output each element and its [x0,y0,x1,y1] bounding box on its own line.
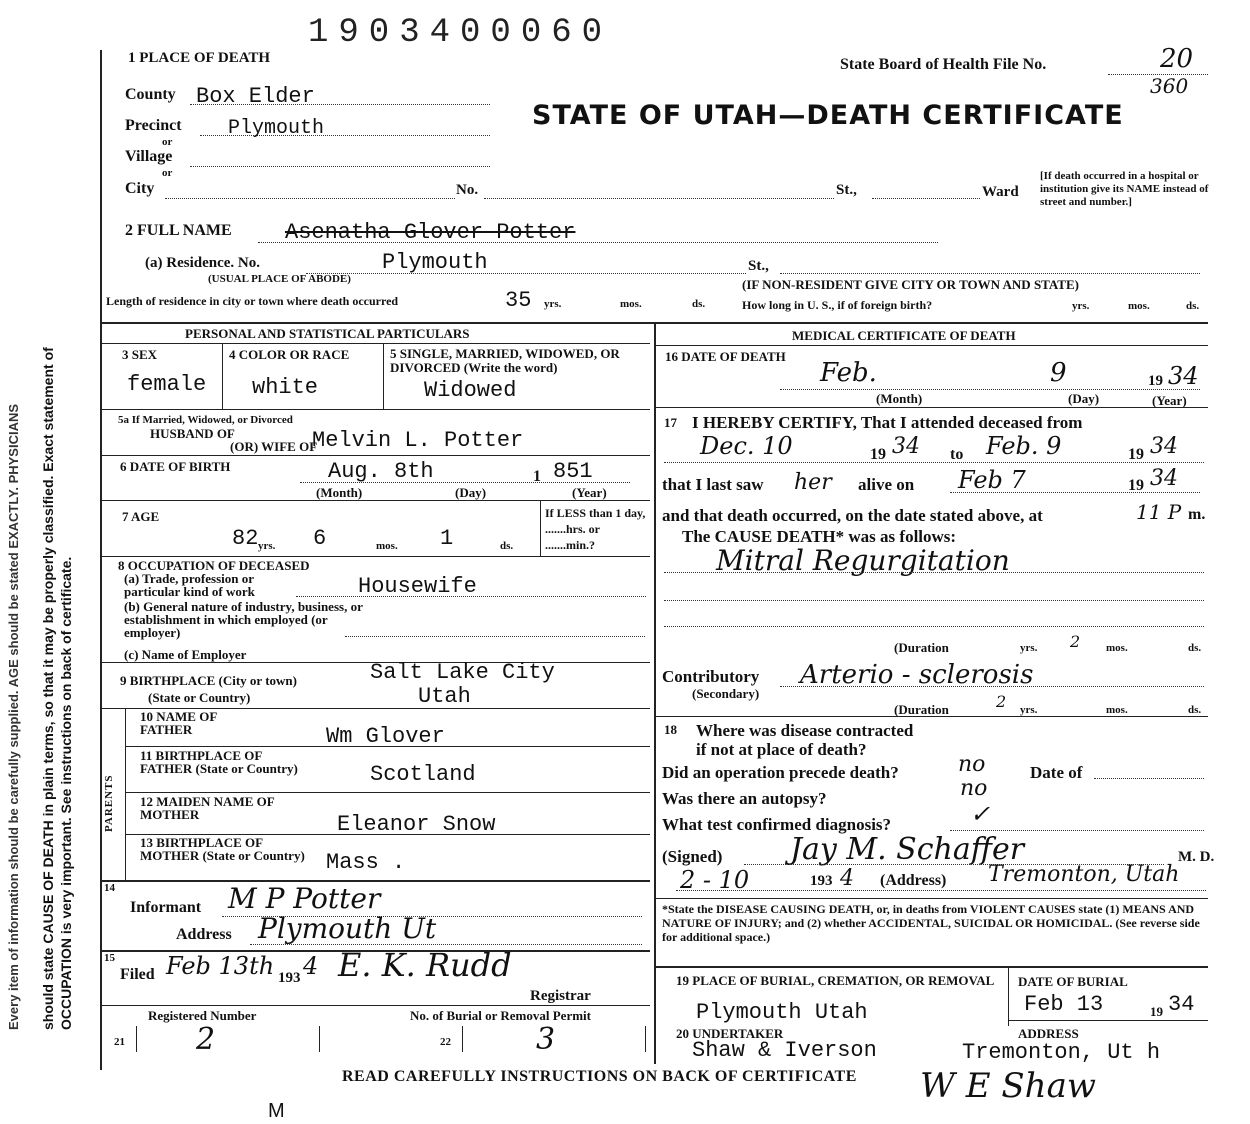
occurred-text: and that death occurred, on the date stated above, at [662,506,1043,525]
dob-year-caption: (Year) [572,485,607,500]
father-name-label: 10 NAME OF FATHER [140,709,217,737]
length-yrs: yrs. [544,298,562,310]
cause-of-death: Mitral Regurgitation [716,544,1010,577]
filed-date: Feb 13th [166,952,275,980]
filed-year: 4 [303,952,319,980]
duration2-mos: mos. [1106,704,1128,716]
test-label: What test confirmed diagnosis? [662,815,892,834]
spouse-label-1: 5a If Married, Widowed, or Divorced [118,414,293,426]
color-value: white [252,375,319,400]
burial-place-label: 19 PLACE OF BURIAL, CREMATION, OR REMOVAL [676,973,995,988]
dob-month-day: Aug. 8th [328,459,434,484]
ward-label: Ward [982,184,1019,200]
duration2-label: (Duration [894,702,949,717]
physician-address-label: (Address) [880,872,947,889]
age-label: 7 AGE [122,509,160,524]
burial-year: 34 [1168,992,1195,1017]
ward-note: [If death occurred in a hospital or institution give its NAME instead of street and number.] [1040,170,1209,208]
age-months: 6 [313,526,327,551]
sex-value: female [127,372,207,397]
file-no-label: State Board of Health File No. [840,56,1047,73]
test-answer: ✓ [970,800,991,828]
foreign-mos: mos. [1128,300,1150,312]
dob-year: 851 [553,459,593,484]
birthplace-label: 9 BIRTHPLACE (City or town) [120,673,297,688]
registrar-signature: E. K. Rudd [338,946,512,984]
village-label: Village [125,148,173,165]
death-year-prefix: 19 [1148,373,1163,389]
burial-date: Feb 13 [1024,992,1104,1017]
birthplace-state-label: (State or Country) [148,690,251,705]
undertaker-address-label: ADDRESS [1018,1026,1079,1041]
secondary-label: (Secondary) [692,686,760,701]
to-label: to [950,446,964,463]
death-year: 34 [1168,362,1199,390]
field-22: 22 [440,1036,451,1048]
age-yrs-caption: yrs. [258,540,276,552]
birthplace-city: Salt Lake City [370,660,555,685]
permit-number: 3 [536,1022,556,1057]
burial-date-label: DATE OF BURIAL [1018,974,1128,989]
q18-label: Where was disease contracted [696,721,914,740]
less-than-label: If LESS than 1 day, .......hrs. or .......min.? [545,506,646,552]
certify-text: I HEREBY CERTIFY, That I attended deceased from [692,413,1083,432]
death-time: 11 P [1136,500,1182,524]
sex-label: 3 SEX [122,347,158,362]
foreign-yrs: yrs. [1072,300,1090,312]
last-saw-pronoun: her [794,470,832,495]
contributory-cause: Arterio - sclerosis [800,660,1034,690]
length-of-residence-value: 35 [505,288,532,313]
informant-address: Plymouth Ut [258,912,437,945]
undertaker-address: Tremonton, Ut h [962,1040,1161,1065]
father-name: Wm Glover [326,724,445,749]
death-year-caption: (Year) [1152,393,1187,408]
length-of-residence-label: Length of residence in city or town where death occurred [106,294,399,308]
alive-on-label: alive on [858,475,915,494]
residence-st-label: St., [748,258,769,274]
from-year-prefix: 19 [870,446,886,463]
alive-year: 34 [1150,466,1178,491]
length-mos: mos. [620,298,642,310]
cause-label: The CAUSE DEATH* was as follows: [682,527,957,546]
usual-place-label: (USUAL PLACE OF ABODE) [208,273,351,285]
dob-label: 6 DATE OF BIRTH [120,459,231,474]
autopsy-label: Was there an autopsy? [662,789,827,808]
date-of-label: Date of [1030,763,1083,782]
occupation-a-label: (a) Trade, profession or particular kind of work [124,571,255,599]
autopsy-answer: no [960,776,988,801]
filed-number: 15 [104,952,115,964]
residence-value: Plymouth [382,250,488,275]
undertaker-signature: W E Shaw [920,1066,1096,1106]
undertaker-label: 20 UNDERTAKER [676,1026,784,1041]
filed-label: Filed [120,966,155,983]
county-label: County [125,86,176,103]
age-days: 1 [440,526,454,551]
cause-footnote: *State the DISEASE CAUSING DEATH, or, in deaths from VIOLENT CAUSES state (1) MEANS AND NATURE OF INJURY; and (2) whether ACCIDENTAL, SUICIDAL OR HOMICIDAL. (See reverse side for additional space.) [662,902,1200,944]
age-mos-caption: mos. [376,540,398,552]
duration2-years: 2 [996,692,1007,711]
parents-label: PARENTS [103,774,115,832]
father-birthplace-label: 11 BIRTHPLACE OF FATHER (State or Country) [140,748,298,776]
alive-year-prefix: 19 [1128,477,1144,494]
read-carefully-notice: READ CAREFULLY INSTRUCTIONS ON BACK OF CERTIFICATE [342,1068,857,1085]
burial-place: Plymouth Utah [696,1000,868,1025]
death-month: Feb. [820,358,877,388]
medical-section-title: MEDICAL CERTIFICATE OF DEATH [792,328,1016,343]
bottom-mark: M [268,1100,285,1122]
no-label: No. [456,182,479,198]
permit-label: No. of Burial or Removal Permit [410,1008,591,1023]
non-resident-note: (IF NON-RESIDENT GIVE CITY OR TOWN AND STATE) [742,277,1079,292]
personal-section-title: PERSONAL AND STATISTICAL PARTICULARS [185,326,470,341]
duration1-yrs: yrs. [1020,642,1038,654]
full-name-label: 2 FULL NAME [125,222,232,239]
registered-number: 2 [196,1022,216,1057]
side-note-line3: OCCUPATION is very important. See instructions on back of certificate. [58,556,74,1030]
registered-number-label: Registered Number [148,1008,257,1023]
residence-label: (a) Residence. No. [145,255,260,271]
st-label: St., [836,182,857,198]
mother-name: Eleanor Snow [337,812,496,837]
certify-number: 17 [664,415,677,430]
marital-value: Widowed [424,378,517,403]
age-years: 82 [232,526,259,551]
undertaker-name: Shaw & Iverson [692,1038,877,1063]
full-name-value: Asenatha Glover Potter [285,220,576,245]
signed-year-prefix: 193 [810,873,833,889]
to-year-prefix: 19 [1128,446,1144,463]
operation-label: Did an operation precede death? [662,763,899,782]
operation-answer: no [958,752,986,777]
death-month-caption: (Month) [876,391,923,406]
duration1-months: 2 [1070,632,1081,651]
informant-label: Informant [130,899,202,916]
marital-label: 5 SINGLE, MARRIED, WIDOWED, OR DIVORCED (Write the word) [390,346,620,375]
physician-address: Tremonton, Utah [988,862,1180,887]
registrar-label: Registrar [530,988,591,1004]
alive-on-date: Feb 7 [958,466,1026,494]
file-no-extra: 360 [1150,74,1189,98]
occupation-label: 8 OCCUPATION OF DECEASED [118,558,310,573]
mother-birthplace-label: 13 BIRTHPLACE OF MOTHER (State or Country) [140,835,305,863]
to-year: 34 [1150,434,1178,459]
age-ds-caption: ds. [500,540,514,552]
last-saw-label: that I last saw [662,475,764,494]
side-note-line2: should state CAUSE OF DEATH in plain terms, so that it may be properly classified. Exact statement of [40,347,56,1030]
duration1-mos: mos. [1106,642,1128,654]
burial-year-prefix: 19 [1150,1004,1163,1019]
birthplace-state: Utah [418,684,471,709]
informant-address-label: Address [176,926,232,943]
duration1-label: (Duration [894,640,949,655]
frame-left [100,50,102,1070]
spouse-value: Melvin L. Potter [312,428,524,453]
occupation-value: Housewife [358,574,477,599]
death-time-suffix: m. [1188,506,1206,523]
or-2: or [162,167,173,179]
dob-day-caption: (Day) [455,485,487,500]
attended-from: Dec. 10 [700,432,793,460]
serial-number: 1903400060 [308,14,613,52]
occupation-c-label: (c) Name of Employer [124,647,247,662]
md-label: M. D. [1178,849,1215,865]
mother-name-label: 12 MAIDEN NAME OF MOTHER [140,794,275,822]
mother-birthplace: Mass . [326,850,406,875]
contributory-label: Contributory [662,667,760,686]
duration2-yrs: yrs. [1020,704,1038,716]
informant-number: 14 [104,882,115,894]
duration2-ds: ds. [1188,704,1202,716]
foreign-ds: ds. [1186,300,1200,312]
county-value: Box Elder [196,84,315,109]
duration1-ds: ds. [1188,642,1202,654]
q18-number: 18 [664,722,677,737]
signed-year: 4 [840,866,854,891]
occupation-b-label: (b) General nature of industry, business, or establishment in which employed (or employer) [124,599,363,640]
color-label: 4 COLOR OR RACE [229,347,350,362]
informant-value: M P Potter [228,882,381,915]
death-day: 9 [1050,358,1067,388]
spouse-label-2: HUSBAND OF [150,426,235,441]
precinct-value: Plymouth [228,117,325,140]
place-of-death-label: 1 PLACE OF DEATH [128,50,271,66]
filed-year-prefix: 193 [278,970,301,986]
q18-label-2: if not at place of death? [696,740,867,759]
precinct-label: Precinct [125,117,182,134]
dob-month-caption: (Month) [316,485,363,500]
column-divider [654,324,656,1064]
date-of-death-label: 16 DATE OF DEATH [665,349,786,364]
field-21: 21 [114,1036,125,1048]
certificate-title: STATE OF UTAH—DEATH CERTIFICATE [532,100,1124,131]
father-birthplace: Scotland [370,762,476,787]
physician-signature: Jay M. Schaffer [790,832,1025,867]
city-label: City [125,180,155,197]
side-note-line1: Every item of information should be carefully supplied. AGE should be stated EXACTLY. PHYSICIANS [6,403,21,1030]
dob-year-prefix: 1 [533,468,541,485]
spouse-label-3: (OR) WIFE OF [230,439,318,454]
or-1: or [162,136,173,148]
signed-label: (Signed) [662,847,723,866]
signed-date: 2 - 10 [680,866,750,894]
from-year: 34 [892,434,920,459]
foreign-birth-label: How long in U. S., if of foreign birth? [742,298,933,312]
length-ds: ds. [692,298,706,310]
file-no: 20 [1160,44,1194,74]
death-day-caption: (Day) [1068,391,1100,406]
attended-to: Feb. 9 [986,432,1062,460]
